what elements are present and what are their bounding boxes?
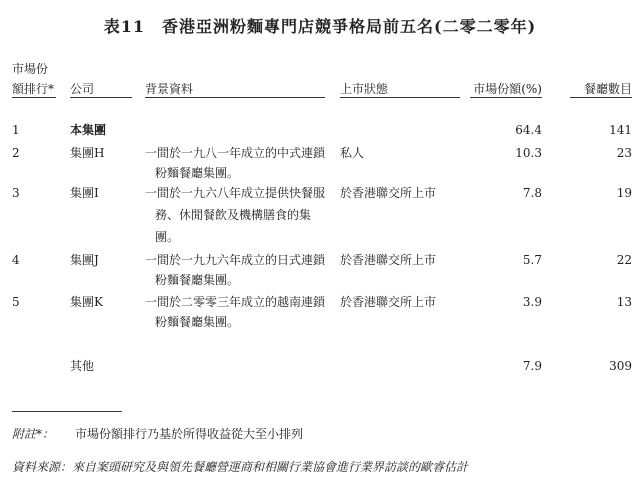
source-note: 資料來源：來自案頭研究及與領先餐廳營運商和相關行業協會進行業界訪談的歐睿估計 [12, 460, 469, 474]
row3-share: 7.8 [522, 186, 542, 200]
row5-background-line1: 一間於二零零三年成立的越南連鎖 [145, 295, 326, 309]
header-listing-underline [340, 97, 460, 98]
row-others-company: 其他 [70, 359, 95, 373]
footnote-separator [12, 411, 122, 412]
row4-background-line1: 一間於一九九六年成立的日式連鎖 [145, 253, 326, 267]
row4-listing: 於香港聯交所上市 [340, 253, 437, 267]
row5-rank: 5 [12, 295, 20, 309]
header-rank-line2: 額排行* [12, 82, 55, 96]
row-others-restaurants: 309 [609, 359, 632, 373]
row2-restaurants: 23 [616, 146, 632, 160]
row5-company: 集團K [70, 295, 103, 309]
row3-rank: 3 [12, 186, 20, 200]
row4-restaurants: 22 [616, 253, 632, 267]
row3-restaurants: 19 [616, 186, 632, 200]
row1-company: 本集團 [70, 123, 107, 137]
header-background: 背景資料 [145, 82, 194, 96]
row2-listing: 私人 [340, 146, 365, 160]
header-restaurants-underline [570, 97, 632, 98]
footnote-text: 市場份額排行乃基於所得收益從大至小排列 [75, 427, 304, 441]
row-others-share: 7.9 [522, 359, 542, 373]
row4-rank: 4 [12, 253, 20, 267]
header-company-underline [70, 97, 132, 98]
row2-share: 10.3 [515, 146, 542, 160]
footnote-label: 附註*： [12, 427, 55, 441]
row2-background-line2: 粉麵餐廳集團。 [155, 166, 240, 180]
row3-background-line1: 一間於一九六八年成立提供快餐服 [145, 186, 326, 200]
header-company: 公司 [70, 82, 95, 96]
header-rank-underline [12, 97, 56, 98]
row5-share: 3.9 [522, 295, 542, 309]
row2-company: 集團H [70, 146, 105, 160]
row4-background-line2: 粉麵餐廳集團。 [155, 273, 240, 287]
row5-listing: 於香港聯交所上市 [340, 295, 437, 309]
row1-share: 64.4 [515, 123, 542, 137]
header-share: 市場份額(%) [473, 82, 542, 96]
row3-background-line2: 務、休閒餐飲及機構膳食的集 [155, 208, 312, 222]
row3-company: 集團I [70, 186, 99, 200]
row3-listing: 於香港聯交所上市 [340, 186, 437, 200]
row5-restaurants: 13 [616, 295, 632, 309]
row4-company: 集團J [70, 253, 99, 267]
row2-rank: 2 [12, 146, 20, 160]
header-share-underline [470, 97, 542, 98]
row1-restaurants: 141 [609, 123, 632, 137]
header-listing: 上市狀態 [340, 82, 389, 96]
header-restaurants: 餐廳數目 [583, 82, 632, 96]
row3-background-line3: 團。 [155, 230, 180, 244]
row1-rank: 1 [12, 123, 20, 137]
row4-share: 5.7 [522, 253, 542, 267]
page-title: 表11 香港亞洲粉麵專門店競爭格局前五名(二零二零年) [103, 17, 537, 36]
header-rank-line1: 市場份 [12, 62, 49, 76]
row5-background-line2: 粉麵餐廳集團。 [155, 315, 240, 329]
header-background-underline [145, 97, 325, 98]
row2-background-line1: 一間於一九八一年成立的中式連鎖 [145, 146, 326, 160]
